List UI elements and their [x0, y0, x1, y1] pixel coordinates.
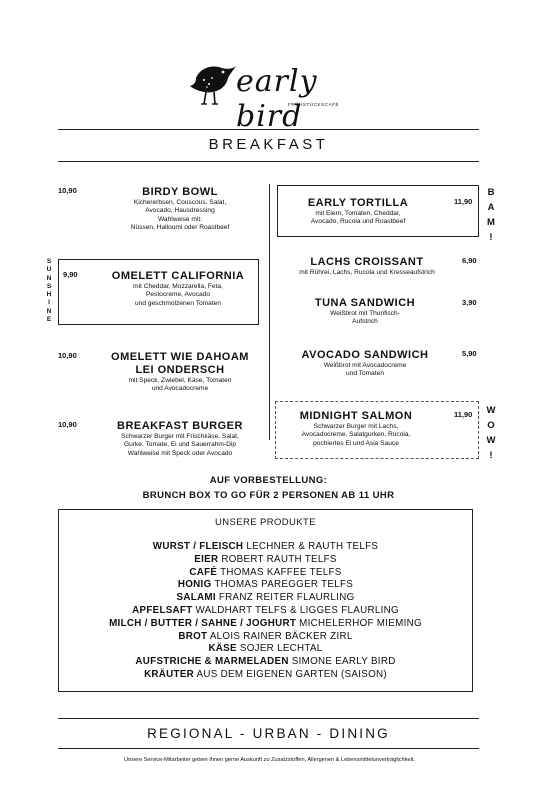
- item-title: AVOCADO SANDWICH: [301, 349, 429, 361]
- product-line: APFELSAFT WALDHART TELFS & LIGGES FLAURLING: [132, 604, 399, 616]
- heading-rule: [58, 161, 479, 162]
- logo-subtitle: FRÜHSTÜCKSCAFÉ: [288, 102, 340, 107]
- item-desc-line: und Avocadocreme: [151, 385, 209, 393]
- item-desc-line: und geschmolzenen Tomaten: [134, 299, 222, 307]
- vertical-label-wow: W O W !: [486, 405, 496, 461]
- item-desc-line: Aufstrich: [352, 318, 378, 326]
- menu-item-omelett-california: [85, 270, 271, 308]
- item-desc-line: Nüssen, Halloumi oder Roastbeef: [130, 223, 230, 231]
- vertical-label-bam: B A M !: [487, 187, 495, 243]
- item-desc-line: mit Rührei, Lachs, Rucola und Kresseaufstrich: [299, 269, 435, 276]
- price-omelett-california: 9,90: [63, 270, 78, 279]
- item-desc-line: Wahlweise mit:: [157, 215, 203, 223]
- item-desc-line: Pestocreme, Avocado: [145, 291, 211, 299]
- top-rule: [58, 129, 479, 130]
- preorder-line-2: BRUNCH BOX TO GO FÜR 2 PERSONEN AB 11 UHR: [142, 490, 395, 501]
- item-title: TUNA SANDWICH: [314, 297, 416, 309]
- bird-icon: [190, 58, 236, 110]
- price-omelett-dahoam: 10,90: [58, 351, 77, 360]
- price-tuna-sandwich: 3,90: [462, 298, 477, 307]
- item-title: LACHS CROISSANT: [310, 256, 424, 268]
- product-line: KÄSE SOJER LECHTAL: [208, 643, 323, 655]
- vertical-label-sunshine: S U N S H I N E: [46, 258, 52, 324]
- menu-item-tuna-sandwich: [280, 297, 450, 327]
- product-line: BROT ALOIS RAINER BÄCKER ZIRL: [178, 630, 353, 642]
- product-line: WURST / FLEISCH LECHNER & RAUTH TELFS: [152, 541, 379, 552]
- price-lachs-croissant: 6,90: [462, 256, 477, 265]
- item-desc-line: und Tomaten: [345, 370, 384, 378]
- menu-item-avocado-sandwich: [280, 349, 450, 379]
- item-title: MIDNIGHT SALMON: [299, 410, 413, 422]
- tagline: REGIONAL - URBAN - DINING: [147, 726, 390, 741]
- allergen-footer-note: Unsere Service-Mitarbeiter geben Ihnen gerne Auskunft zu Zusatzstoffen, Allergenen & Lebensmittelunverträglichkeit.: [124, 757, 415, 763]
- item-title: BIRDY BOWL: [142, 186, 218, 198]
- item-desc-line: mit Eiern, Tomaten, Cheddar,: [315, 210, 401, 217]
- product-line: HONIG THOMAS PAREGGER TELFS: [177, 579, 354, 591]
- menu-item-lachs-croissant: [277, 256, 457, 277]
- price-breakfast-burger: 10,90: [58, 420, 77, 429]
- menu-item-omelett-dahoam: [85, 351, 275, 394]
- price-early-tortilla: 11,90: [454, 197, 473, 206]
- item-title: BREAKFAST BURGER: [117, 420, 243, 432]
- menu-item-midnight-salmon: [280, 410, 432, 448]
- item-desc-line: Avocado, Rucola und Roastbeef: [310, 218, 406, 226]
- logo: [190, 58, 360, 134]
- item-desc-line: Gurke, Tomate, Ei und Sauerrahm-Dip: [123, 441, 237, 449]
- product-line: EIER ROBERT RAUTH TELFS: [194, 553, 337, 565]
- page-title: BREAKFAST: [208, 136, 329, 153]
- item-desc-line: pochiertes Ei und Asia Sauce: [313, 439, 399, 447]
- item-desc-line: Schwarzer Burger mit Frischkäse, Salat,: [121, 433, 239, 440]
- item-title-line2: LEI ONDERSCH: [135, 364, 225, 376]
- menu-item-birdy-bowl: [85, 186, 275, 232]
- item-desc-line: Avocado, Hausdressing: [145, 207, 215, 215]
- menu-item-breakfast-burger: [80, 420, 280, 458]
- preorder-notice: [58, 473, 479, 503]
- logo-wordmark: early bird: [236, 64, 318, 134]
- item-desc-line: Weißbrot mit Avocadocreme: [323, 362, 407, 369]
- item-desc-line: mit Speck, Zwiebel, Käse, Tomaten: [128, 377, 232, 384]
- item-title: OMELETT CALIFORNIA: [111, 270, 245, 282]
- preorder-line-1: AUF VORBESTELLUNG:: [209, 475, 328, 486]
- item-title: EARLY TORTILLA: [307, 197, 409, 209]
- item-desc-line: Schwarzer Burger mit Lachs,: [313, 423, 399, 430]
- item-desc-line: Kichererbsen, Couscous, Salat,: [133, 199, 227, 206]
- product-line: KRÄUTER AUS DEM EIGENEN GARTEN (SAISON): [144, 668, 387, 680]
- price-midnight-salmon: 11,90: [454, 410, 473, 419]
- product-line: AUFSTRICHE & MARMELADEN SIMONE EARLY BIRD: [135, 656, 396, 668]
- price-birdy-bowl: 10,90: [58, 186, 77, 195]
- item-desc-line: Weißbrot mit Thunfisch-: [330, 310, 400, 317]
- products-title: UNSERE PRODUKTE: [214, 517, 316, 528]
- product-line: MILCH / BUTTER / SAHNE / JOGHURT MICHELERHOF MIEMING: [109, 617, 422, 629]
- tagline-bottom-rule: [58, 748, 479, 749]
- menu-item-early-tortilla: [283, 197, 433, 227]
- item-title: OMELETT WIE DAHOAM: [111, 351, 249, 363]
- tagline-top-rule: [58, 718, 479, 719]
- product-line: CAFÉ THOMAS KAFFEE TELFS: [189, 566, 342, 578]
- item-desc-line: Wahlweise mit Speck oder Avocado: [127, 449, 233, 457]
- product-line: SALAMI FRANZ REITER FLAURLING: [176, 592, 355, 604]
- item-desc-line: Avocadocreme, Salatgurken, Rucola,: [301, 431, 411, 439]
- item-desc-line: mit Cheddar, Mozzarella, Feta,: [133, 283, 223, 290]
- products-list: [58, 517, 473, 682]
- price-avocado-sandwich: 5,90: [462, 349, 477, 358]
